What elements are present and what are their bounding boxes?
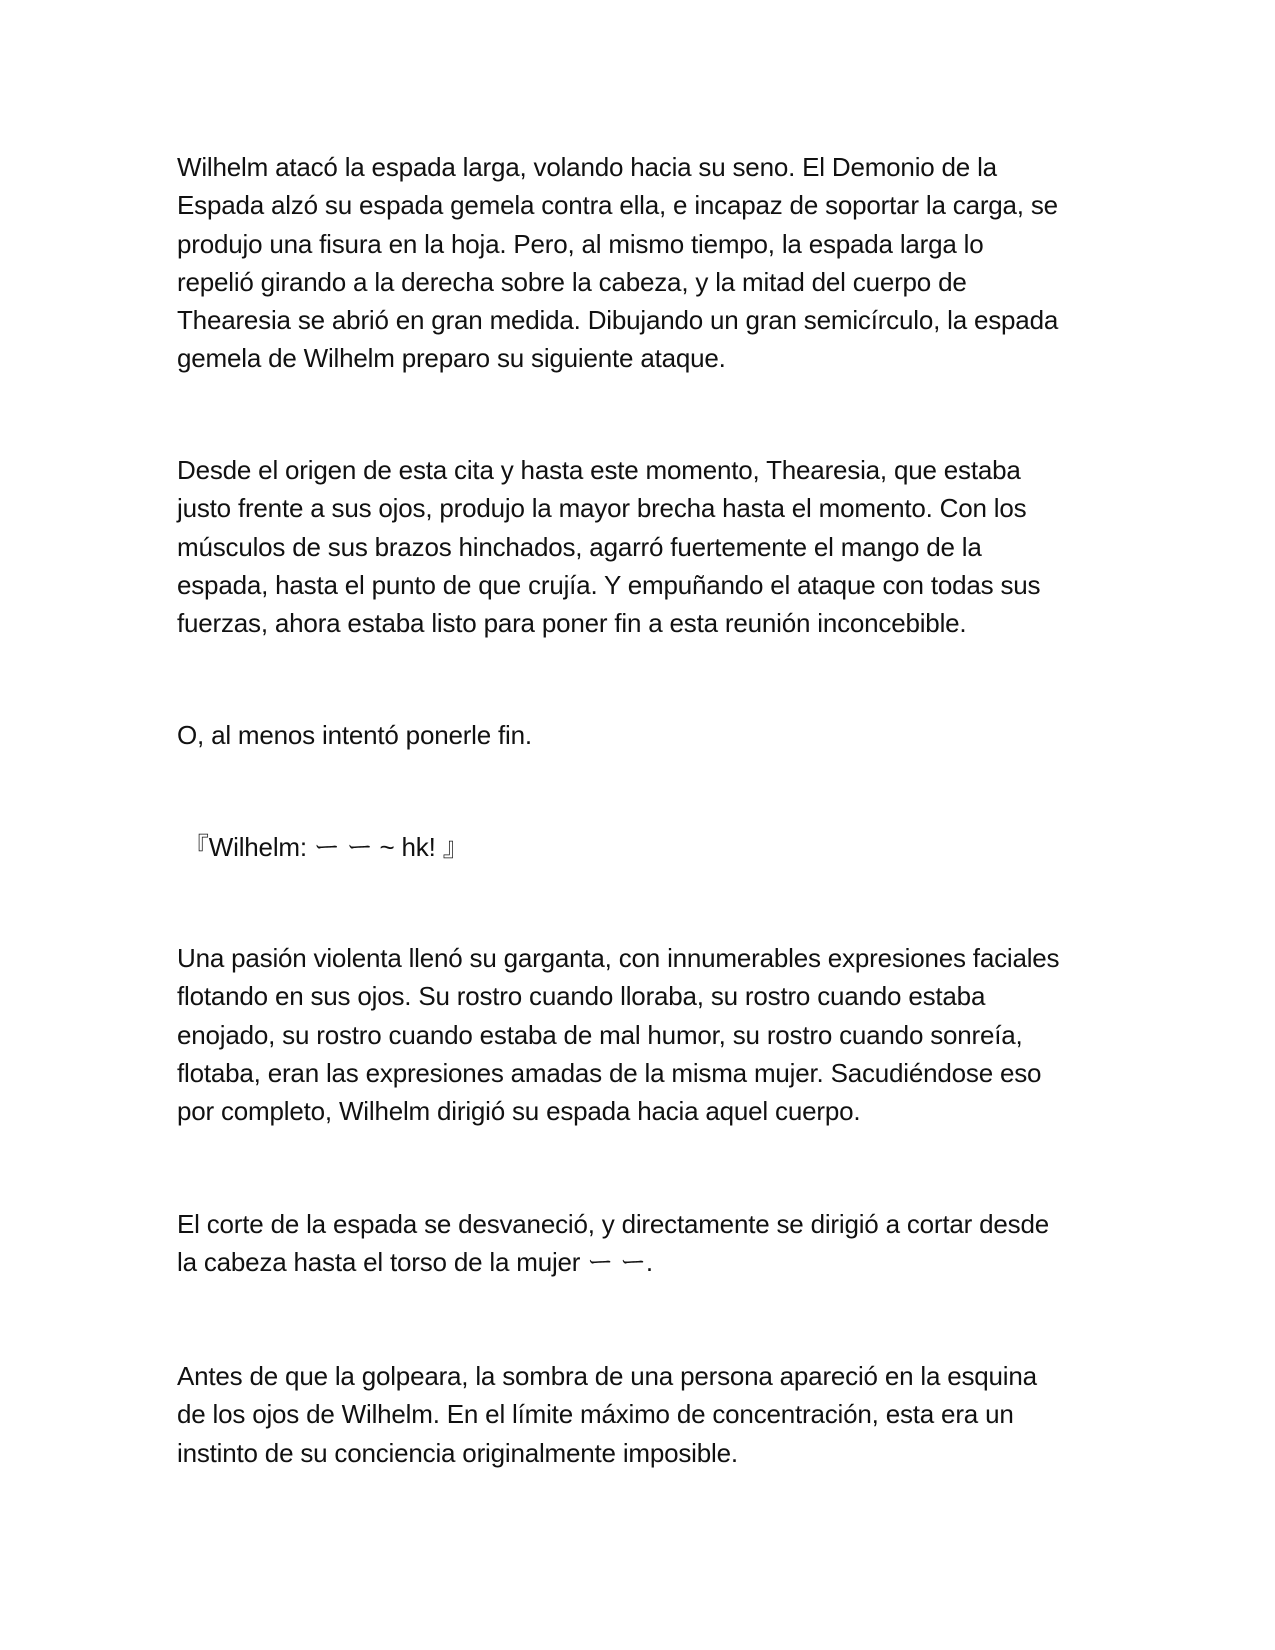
paragraph-line: de los ojos de Wilhelm. En el límite máximo de concentración, esta era un [177,1399,1014,1430]
paragraph-3 [177,716,1107,754]
paragraph-line: la cabeza hasta el torso de la mujer ー ー. [177,1247,653,1278]
paragraph-line: Wilhelm atacó la espada larga, volando hacia su seno. El Demonio de la [177,152,997,182]
paragraph-line: Desde el origen de esta cita y hasta este momento, Thearesia, que estaba [177,455,1021,485]
paragraph-5 [177,939,1107,1130]
paragraph-line: flotaba, eran las expresiones amadas de la misma mujer. Sacudiéndose eso [177,1057,1042,1088]
paragraph-line: repelió girando a la derecha sobre la cabeza, y la mitad del cuerpo de [177,266,967,297]
paragraph-line: por completo, Wilhelm dirigió su espada hacia aquel cuerpo. [177,1096,861,1127]
paragraph-2 [177,451,1107,642]
paragraph-line: O, al menos intentó ponerle fin. [177,720,532,750]
paragraph-line: Antes de que la golpeara, la sombra de una persona apareció en la esquina [177,1361,1037,1391]
paragraph-line: flotando en sus ojos. Su rostro cuando lloraba, su rostro cuando estaba [177,981,986,1012]
paragraph-line: músculos de sus brazos hinchados, agarró fuertemente el mango de la [177,531,982,562]
paragraph-line: El corte de la espada se desvaneció, y directamente se dirigió a cortar desde [177,1209,1049,1239]
paragraph-line: enojado, su rostro cuando estaba de mal humor, su rostro cuando sonreía, [177,1019,1023,1050]
paragraph-line: instinto de su conciencia originalmente imposible. [177,1437,738,1468]
paragraph-6 [177,1205,1107,1282]
paragraph-1 [177,148,1107,378]
dialogue-line: 『Wilhelm: ー ー ~ hk! 』 [183,832,469,862]
paragraph-line: espada, hasta el punto de que crujía. Y empuñando el ataque con todas sus [177,569,1041,600]
paragraph-line: justo frente a sus ojos, produjo la mayor brecha hasta el momento. Con los [177,493,1027,524]
paragraph-line: Espada alzó su espada gemela contra ella, e incapaz de soportar la carga, se [177,190,1058,221]
paragraph-line: gemela de Wilhelm preparo su siguiente ataque. [177,343,726,374]
paragraph-7 [177,1357,1107,1472]
paragraph-line: Una pasión violenta llenó su garganta, con innumerables expresiones faciales [177,943,1060,973]
dialogue-quote [177,828,1107,866]
paragraph-line: fuerzas, ahora estaba listo para poner fin a esta reunión inconcebible. [177,608,967,639]
paragraph-line: Thearesia se abrió en gran medida. Dibujando un gran semicírculo, la espada [177,305,1059,336]
paragraph-line: produjo una fisura en la hoja. Pero, al mismo tiempo, la espada larga lo [177,228,984,259]
